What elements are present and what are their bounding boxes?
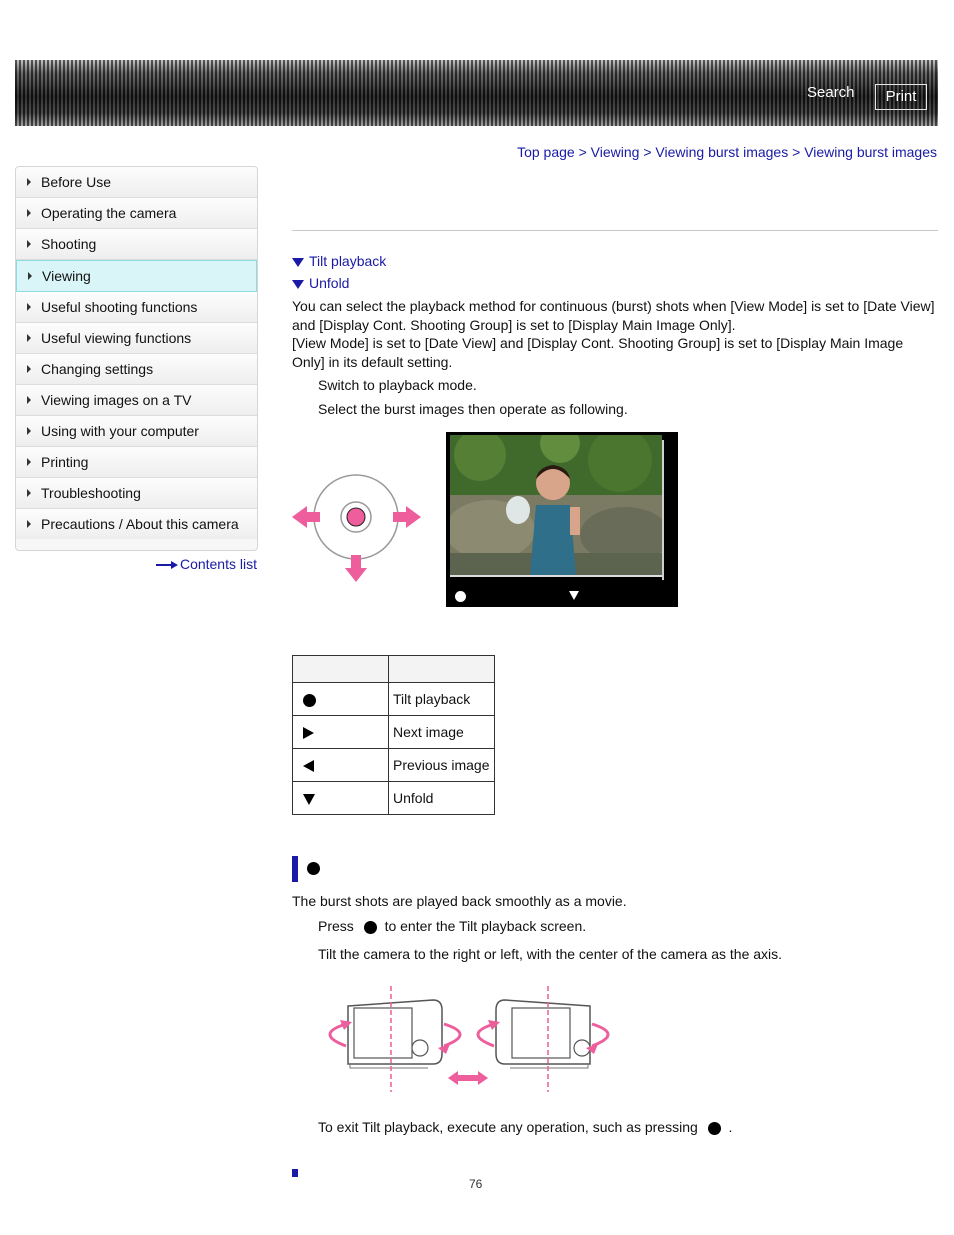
step-text: .: [728, 1119, 733, 1135]
sidebar-nav: [15, 166, 258, 551]
title-divider: [292, 230, 938, 231]
sidebar-item-shooting[interactable]: [16, 229, 257, 260]
page-number: 76: [469, 1177, 483, 1191]
sidebar-item-before-use[interactable]: [16, 167, 257, 198]
tilt-step-2: Tilt the camera to the right or left, with the center of the camera as the axis.: [318, 946, 783, 962]
sidebar-item-printing[interactable]: [16, 447, 257, 478]
breadcrumb-viewing[interactable]: Viewing: [590, 144, 640, 160]
arrow-right-icon: [27, 427, 31, 435]
left-triangle-icon: [303, 760, 314, 772]
breadcrumb: [517, 144, 937, 160]
sidebar-item-label: Shooting: [41, 236, 97, 252]
tilt-step-1: [318, 918, 586, 934]
arrow-right-icon: [27, 178, 31, 186]
jump-link-unfold[interactable]: [292, 275, 349, 291]
section-end-marker: [292, 1169, 298, 1177]
sidebar-item-label: Using with your computer: [41, 423, 199, 439]
stacked-frames-edge: [450, 575, 670, 581]
control-wheel-diagram: [290, 470, 424, 584]
sidebar-item-operating-the-camera[interactable]: [16, 198, 257, 229]
arrow-right-icon: [27, 396, 31, 404]
table-cell-label: Tilt playback: [389, 683, 495, 716]
contents-list-link[interactable]: [156, 556, 257, 572]
arrow-right-icon: [27, 458, 31, 466]
sidebar-item-viewing-images-on-a-tv[interactable]: [16, 385, 257, 416]
right-triangle-icon: [303, 727, 314, 739]
table-cell-icon: [293, 749, 389, 782]
stacked-frames-side: [662, 440, 666, 580]
circle-icon: [303, 694, 316, 707]
sidebar-item-precautions[interactable]: [16, 509, 257, 539]
arrow-right-icon: [27, 520, 31, 528]
step-2: Select the burst images then operate as following.: [318, 401, 628, 417]
sidebar-item-viewing[interactable]: [16, 260, 257, 292]
intro-paragraph: You can select the playback method for continuous (burst) shots when [View Mode] is set to [Date View] and [Display Cont. Shooting Group] is set to [Display Main Image Only].: [292, 298, 935, 333]
arrow-right-icon: [156, 561, 178, 569]
table-cell-icon: [293, 716, 389, 749]
down-triangle-icon: [569, 591, 579, 600]
sidebar-item-label: Changing settings: [41, 361, 154, 377]
table-row: [293, 782, 495, 815]
arrow-right-icon: [27, 334, 31, 342]
table-row: [293, 749, 495, 782]
circle-icon: [455, 589, 466, 605]
sidebar-item-label: Operating the camera: [41, 205, 177, 221]
triangle-down-icon: [292, 258, 304, 267]
step-text: To exit Tilt playback, execute any operation, such as pressing: [318, 1119, 698, 1135]
intro-note: [View Mode] is set to [Date View] and [Display Cont. Shooting Group] is set to [Display Main Image Only] in its default setting.: [292, 335, 904, 370]
operation-table: [292, 655, 495, 815]
arrow-right-icon: [27, 240, 31, 248]
breadcrumb-top-page[interactable]: Top page: [517, 144, 575, 160]
arrow-right-icon: [27, 303, 31, 311]
sidebar-item-troubleshooting[interactable]: [16, 478, 257, 509]
table-cell-icon: [293, 683, 389, 716]
circle-icon: [307, 862, 320, 875]
table-header-row: [293, 656, 495, 683]
print-button[interactable]: Print: [875, 84, 927, 110]
table-cell-label: Unfold: [389, 782, 495, 815]
jump-link-label: Tilt playback: [309, 253, 387, 269]
table-header-cell: [389, 656, 495, 683]
jump-link-label: Unfold: [309, 275, 350, 291]
burst-photo: [450, 435, 662, 575]
tilt-exit-note: [318, 1119, 732, 1135]
section-description: The burst shots are played back smoothly as a movie.: [292, 893, 627, 909]
circle-icon: [364, 921, 377, 934]
breadcrumb-separator: >: [643, 144, 652, 160]
table-cell-label: Next image: [389, 716, 495, 749]
sidebar-item-label: Useful viewing functions: [41, 330, 192, 346]
table-row: [293, 716, 495, 749]
table-cell-label: Previous image: [389, 749, 495, 782]
sidebar-item-changing-settings[interactable]: [16, 354, 257, 385]
sidebar-item-useful-viewing-functions[interactable]: [16, 323, 257, 354]
arrow-right-icon: [27, 489, 31, 497]
header-bar: [15, 60, 938, 126]
breadcrumb-separator: >: [578, 144, 587, 160]
sidebar-item-useful-shooting-functions[interactable]: [16, 292, 257, 323]
sidebar-item-label: Printing: [41, 454, 89, 470]
step-text: Press: [318, 918, 354, 934]
breadcrumb-separator: >: [792, 144, 801, 160]
table-row: [293, 683, 495, 716]
burst-image-screen: [446, 432, 678, 607]
breadcrumb-viewing-burst-images[interactable]: Viewing burst images: [655, 144, 789, 160]
contents-list-label: Contents list: [179, 556, 257, 572]
breadcrumb-current[interactable]: Viewing burst images: [804, 144, 937, 160]
sidebar-item-label: Useful shooting functions: [41, 299, 198, 315]
jump-link-tilt-playback[interactable]: [292, 253, 386, 269]
sidebar-item-label: Viewing: [42, 268, 91, 284]
table-header-cell: [293, 656, 389, 683]
down-triangle-icon: [303, 794, 315, 805]
tilt-camera-diagram: [318, 984, 618, 1094]
sidebar-item-label: Precautions / About this camera: [41, 516, 239, 532]
sidebar-item-using-with-your-computer[interactable]: [16, 416, 257, 447]
circle-icon: [708, 1122, 721, 1135]
sidebar-item-label: Before Use: [41, 174, 112, 190]
arrow-right-icon: [28, 272, 32, 280]
table-cell-icon: [293, 782, 389, 815]
sidebar-item-label: Troubleshooting: [41, 485, 141, 501]
triangle-down-icon: [292, 280, 304, 289]
step-1: Switch to playback mode.: [318, 377, 477, 393]
search-button[interactable]: Search: [807, 84, 855, 101]
section-marker: [292, 856, 298, 882]
arrow-right-icon: [27, 365, 31, 373]
sidebar-item-label: Viewing images on a TV: [41, 392, 192, 408]
arrow-right-icon: [27, 209, 31, 217]
step-text: to enter the Tilt playback screen.: [384, 918, 587, 934]
